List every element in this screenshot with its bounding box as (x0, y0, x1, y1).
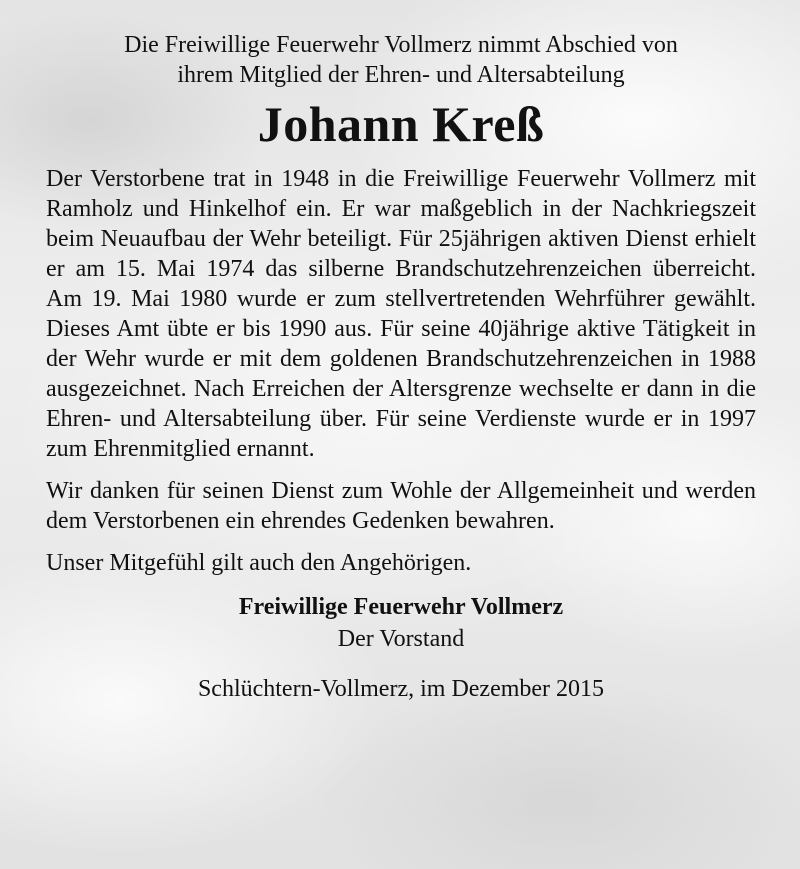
gratitude-paragraph: Wir danken für seinen Dienst zum Wohle der Allgemeinheit und werden dem Verstorbenen ein ehrendes Gedenken bewahren. (46, 478, 756, 534)
signature-role: Der Vorstand (337, 626, 465, 652)
signature-organization: Freiwillige Feuerwehr Vollmerz (238, 594, 564, 620)
obituary-notice (46, 30, 756, 704)
deceased-name: Johann Kreß (257, 96, 545, 152)
header-line-1: Die Freiwillige Feuerwehr Vollmerz nimmt Abschied von (124, 32, 678, 58)
header-line-2: ihrem Mitglied der Ehren- und Altersabteilung (177, 62, 625, 88)
condolence-paragraph: Unser Mitgefühl gilt auch den Angehörigen. (46, 550, 472, 576)
place-date: Schlüchtern-Vollmerz, im Dezember 2015 (197, 676, 605, 702)
biography-paragraph: Der Verstorbene trat in 1948 in die Freiwillige Feuerwehr Vollmerz mit Ramholz und Hinkelhof ein. Er war maßgeblich in der Nachkriegszeit beim Neuaufbau der Wehr beteiligt. Für 25jährigen aktiven Dienst erhielt er am 15. Mai 1974 das silberne Brandschutzehrenzeichen überreicht. Am 19. Mai 1980 wurde er zum stellvertretenden Wehrführer gewählt. Dieses Amt übte er bis 1990 aus. Für seine 40jährige aktive Tätigkeit in der Wehr wurde er mit dem goldenen Brandschutzehrenzeichen in 1988 ausgezeichnet. Nach Erreichen der Altersgrenze wechselte er dann in die Ehren- und Altersabteilung über. Für seine Verdienste wurde er in 1997 zum Ehrenmitglied ernannt. (46, 166, 756, 462)
